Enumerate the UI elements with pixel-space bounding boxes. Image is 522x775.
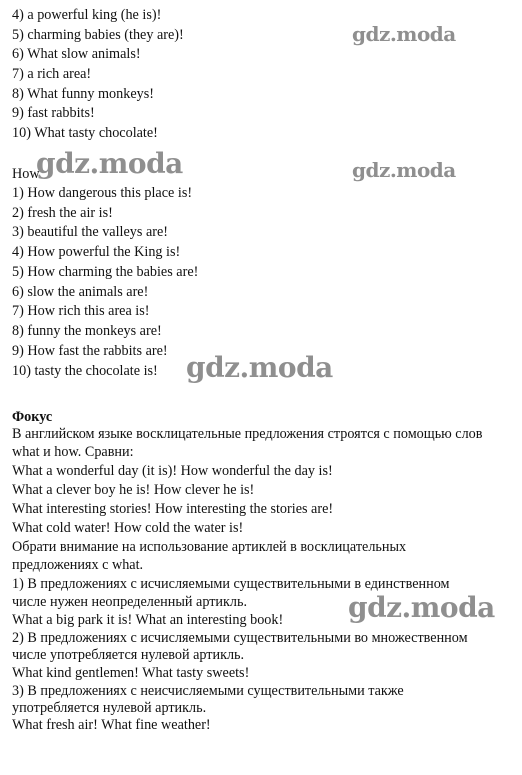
- focus-line: В английском языке восклицательные предложения строятся с помощью слов: [12, 426, 483, 442]
- answer-how-10: 10) tasty the chocolate is!: [12, 363, 158, 379]
- focus-line: What kind gentlemen! What tasty sweets!: [12, 665, 250, 681]
- watermark: gdz.moda: [352, 158, 456, 182]
- focus-line: употребляется нулевой артикль.: [12, 700, 207, 716]
- answer-how-7: 7) How rich this area is!: [12, 303, 150, 319]
- answer-what-7: 7) a rich area!: [12, 66, 92, 82]
- focus-line: числе нужен неопределенный артикль.: [12, 594, 248, 610]
- watermark: gdz.moda: [352, 22, 456, 46]
- answer-what-10: 10) What tasty chocolate!: [12, 125, 158, 141]
- focus-line: What interesting stories! How interesting the stories are!: [12, 501, 334, 517]
- watermark: gdz.moda: [36, 147, 183, 180]
- focus-title: Фокус: [12, 409, 53, 425]
- answer-how-6: 6) slow the animals are!: [12, 284, 149, 300]
- answer-how-5: 5) How charming the babies are!: [12, 264, 199, 280]
- answer-how-3: 3) beautiful the valleys are!: [12, 224, 168, 240]
- focus-line: What a big park it is! What an interesting book!: [12, 612, 284, 628]
- answer-how-9: 9) How fast the rabbits are!: [12, 343, 168, 359]
- focus-line: Обрати внимание на использование артиклей в восклицательных: [12, 539, 407, 555]
- answer-how-8: 8) funny the monkeys are!: [12, 323, 162, 339]
- focus-line: What cold water! How cold the water is!: [12, 520, 244, 536]
- focus-line: числе употребляется нулевой артикль.: [12, 647, 245, 663]
- focus-line: what и how. Сравни:: [12, 444, 134, 460]
- answer-what-5: 5) charming babies (they are)!: [12, 27, 184, 43]
- watermark: gdz.moda: [186, 351, 333, 384]
- answer-what-9: 9) fast rabbits!: [12, 105, 95, 121]
- focus-line: 3) В предложениях с неисчисляемыми существительными также: [12, 683, 404, 699]
- watermark: gdz.moda: [348, 591, 495, 624]
- answer-how-2: 2) fresh the air is!: [12, 205, 113, 221]
- answer-how-4: 4) How powerful the King is!: [12, 244, 181, 260]
- answer-what-4: 4) a powerful king (he is)!: [12, 7, 162, 23]
- answer-what-6: 6) What slow animals!: [12, 46, 141, 62]
- answer-what-8: 8) What funny monkeys!: [12, 86, 154, 102]
- focus-line: What a wonderful day (it is)! How wonderful the day is!: [12, 463, 333, 479]
- focus-line: 2) В предложениях с исчисляемыми существительными во множественном: [12, 630, 468, 646]
- focus-line: What fresh air! What fine weather!: [12, 717, 211, 733]
- focus-line: What a clever boy he is! How clever he is!: [12, 482, 255, 498]
- answer-how-1: 1) How dangerous this place is!: [12, 185, 193, 201]
- focus-line: 1) В предложениях с исчисляемыми существительными в единственном: [12, 576, 450, 592]
- how-heading: How: [12, 166, 40, 182]
- focus-line: предложениях с what.: [12, 557, 144, 573]
